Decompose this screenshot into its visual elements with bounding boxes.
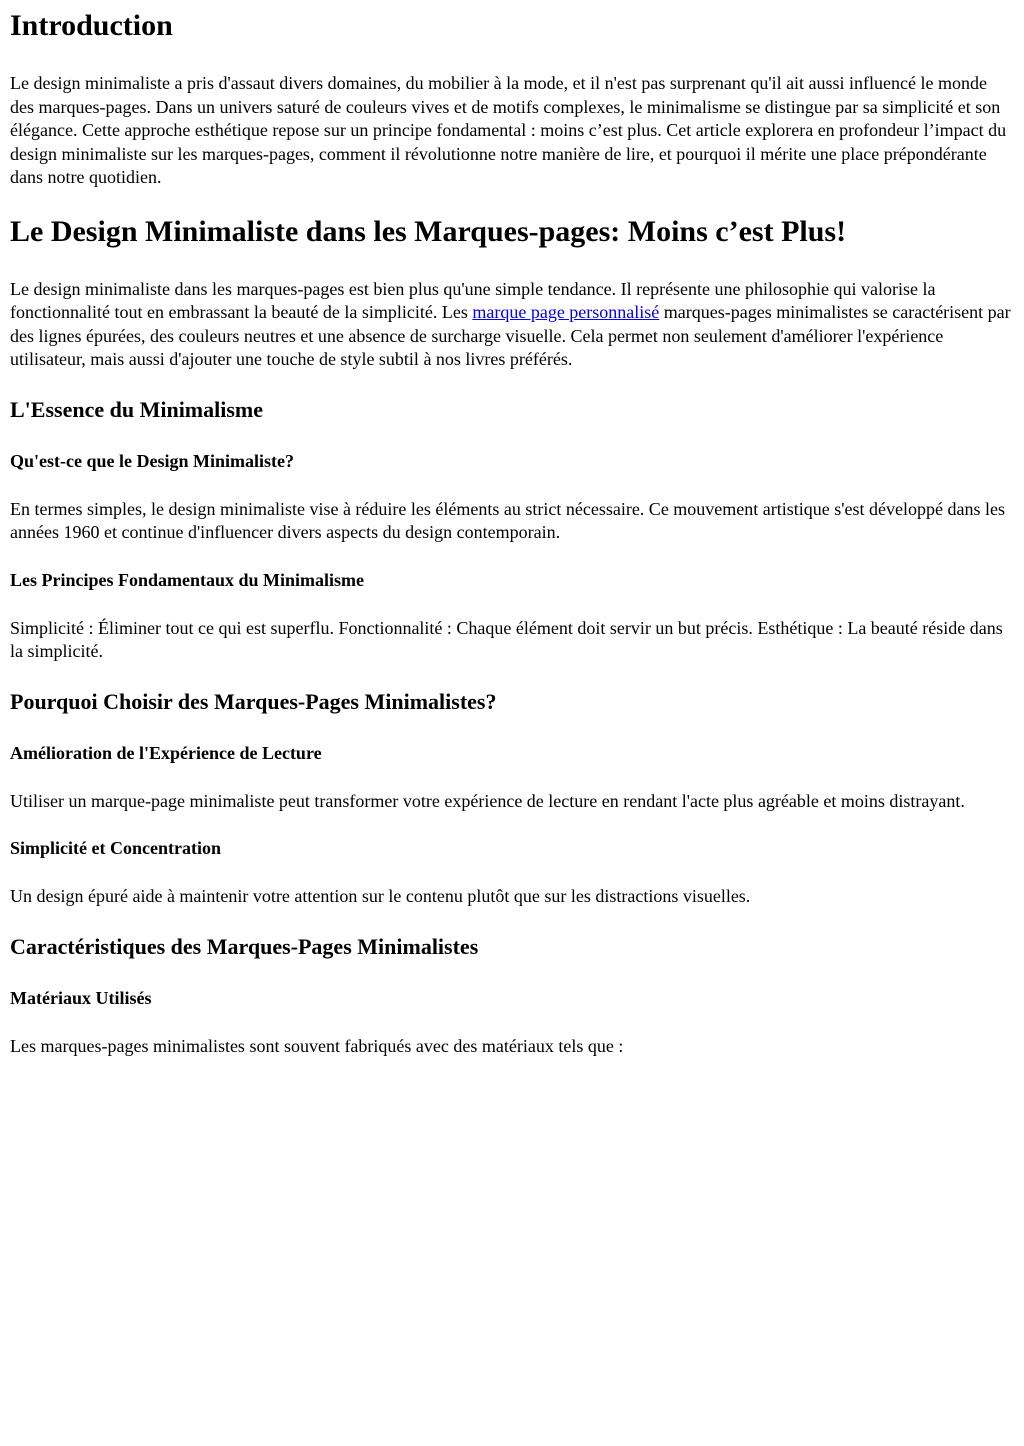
why-choose-heading: Pourquoi Choisir des Marques-Pages Minimalistes? <box>10 688 497 714</box>
marque-page-personnalise-link[interactable]: marque page personnalisé <box>472 302 660 322</box>
what-is-minimalism-heading: Qu'est-ce que le Design Minimaliste? <box>10 450 294 471</box>
intro-heading: Introduction <box>10 9 173 42</box>
essence-heading: L'Essence du Minimalisme <box>10 396 264 422</box>
reading-experience-heading: Amélioration de l'Expérience de Lecture <box>10 742 322 763</box>
main-paragraph-end: marques-pages minimalistes se caractérisent par des lignes épurées, des couleurs neutres et une absence de surcharge visuelle. Cela permet non seulement d'améliorer l'expérience utilisateur, mais aussi d'ajouter une touche de style subtil à nos livres préférés. <box>10 302 1011 369</box>
intro-paragraph: Le design minimaliste a pris d'assaut divers domaines, du mobilier à la mode, et il n'est pas surprenant qu'il ait aussi influencé le monde des marques-pages. Dans un univers saturé de couleurs vives et de motifs complexes, le minimalisme se distingue par sa simplicité et son élégance. Cette approche esthétique repose sur un principe fondamental : moins c’est plus. Cet article explorera en profondeur l’impact du design minimaliste sur les marques-pages, comment il révolutionne notre manière de lire, et pourquoi il mérite une place prépondérante dans notre quotidien. <box>10 73 1007 187</box>
what-is-minimalism-paragraph: En termes simples, le design minimaliste vise à réduire les éléments au strict nécessaire. Ce mouvement artistique s'est développé dans les années 1960 et continue d'influencer divers aspects du design contemporain. <box>10 498 1005 542</box>
principles-paragraph: Simplicité : Éliminer tout ce qui est superflu. Fonctionnalité : Chaque élément doit servir un but précis. Esthétique : La beauté réside dans la simplicité. <box>10 617 1003 661</box>
main-paragraph <box>10 278 1014 372</box>
main-paragraph-start: Le design minimaliste dans les marques-pages est bien plus qu'une simple tendance. Il représente une philosophie qui valorise la fonctionnalité tout en embrassant la beauté de la simplicité. Les <box>10 278 936 322</box>
features-heading: Caractéristiques des Marques-Pages Minimalistes <box>10 933 479 959</box>
materials-heading: Matériaux Utilisés <box>10 987 152 1008</box>
simplicity-focus-heading: Simplicité et Concentration <box>10 838 221 858</box>
principles-heading: Les Principes Fondamentaux du Minimalisme <box>10 569 365 590</box>
main-heading: Le Design Minimaliste dans les Marques-pages: Moins c’est Plus! <box>10 214 847 248</box>
materials-paragraph: Les marques-pages minimalistes sont souvent fabriqués avec des matériaux tels que : <box>10 1035 624 1056</box>
reading-experience-paragraph: Utiliser un marque-page minimaliste peut transformer votre expérience de lecture en rendant l'acte plus agréable et moins distrayant. <box>10 790 965 811</box>
simplicity-focus-paragraph: Un design épuré aide à maintenir votre attention sur le contenu plutôt que sur les distractions visuelles. <box>10 886 751 906</box>
